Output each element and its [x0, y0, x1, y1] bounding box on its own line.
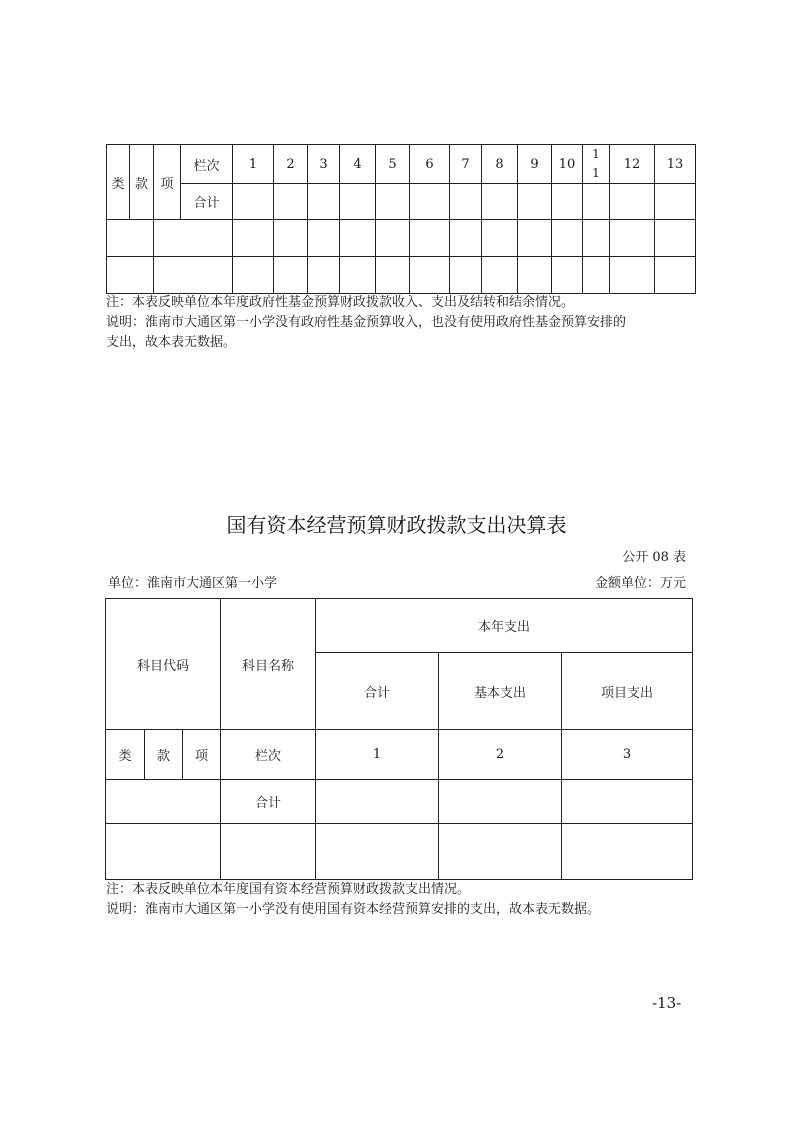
cell: [340, 220, 376, 257]
cell: [106, 824, 221, 880]
cell: [340, 257, 376, 294]
cell: [655, 184, 696, 220]
currency-unit-label: 金额单位：万元: [594, 576, 686, 591]
cell: [410, 220, 450, 257]
cell: [610, 184, 655, 220]
cell: [518, 184, 552, 220]
cell: [274, 257, 308, 294]
header-total: 合计: [316, 653, 439, 730]
table1-note: 注：本表反映单位本年度政府性基金预算财政拨款收入、支出及结转和结余情况。: [106, 295, 575, 310]
column-number: 1 1: [583, 145, 610, 184]
cell: [274, 220, 308, 257]
total-label: 合计: [221, 780, 316, 824]
cell: [233, 257, 274, 294]
header-basic-expenditure: 基本支出: [439, 653, 562, 730]
header-section: 款: [145, 730, 183, 780]
cell: [410, 257, 450, 294]
header-project-expenditure: 项目支出: [562, 653, 693, 730]
table-row: [106, 780, 693, 824]
header-current-year-expenditure: 本年支出: [316, 599, 693, 653]
cell: [410, 184, 450, 220]
cell: [655, 220, 696, 257]
cell: [610, 220, 655, 257]
column-number: 1: [316, 730, 439, 780]
state-capital-expenditure-table: [105, 598, 693, 880]
cell: [107, 257, 154, 294]
cell: [376, 220, 410, 257]
header-subject-code: 科目代码: [106, 599, 221, 730]
cell: [482, 184, 518, 220]
cell: [233, 220, 274, 257]
table1-explanation-cont: 支出，故本表无数据。: [106, 335, 237, 350]
cell: [450, 220, 482, 257]
header-category: 类: [107, 145, 130, 220]
cell: [221, 824, 316, 880]
cell: [583, 220, 610, 257]
header-column-label: 栏次: [221, 730, 316, 780]
cell: [552, 184, 583, 220]
cell: [376, 257, 410, 294]
table-row: [107, 220, 696, 257]
unit-label: 单位：淮南市大通区第一小学: [108, 576, 278, 591]
cell: [340, 184, 376, 220]
column-number: 13: [655, 145, 696, 184]
column-number: 7: [450, 145, 482, 184]
table2-explanation: 说明：淮南市大通区第一小学没有使用国有资本经营预算安排的支出，故本表无数据。: [106, 902, 601, 917]
cell: [450, 184, 482, 220]
cell: [450, 257, 482, 294]
cell: [308, 220, 340, 257]
cell: [552, 257, 583, 294]
column-number: 2: [439, 730, 562, 780]
table-row: [106, 824, 693, 880]
table1-explanation: 说明：淮南市大通区第一小学没有政府性基金预算收入，也没有使用政府性基金预算安排的: [106, 315, 627, 330]
total-label: 合计: [181, 184, 233, 220]
cell: [583, 257, 610, 294]
cell: [482, 257, 518, 294]
table2-note: 注：本表反映单位本年度国有资本经营预算财政拨款支出情况。: [106, 882, 471, 897]
cell: [106, 780, 221, 824]
cell: [583, 184, 610, 220]
cell: [154, 220, 233, 257]
header-item: 项: [183, 730, 221, 780]
cell: [308, 184, 340, 220]
government-fund-table: [106, 144, 696, 294]
cell: [154, 257, 233, 294]
cell: [274, 184, 308, 220]
column-number: 10: [552, 145, 583, 184]
cell: [562, 824, 693, 880]
column-number: 5: [376, 145, 410, 184]
cell: [439, 780, 562, 824]
column-number: 8: [482, 145, 518, 184]
cell: [562, 780, 693, 824]
cell: [552, 220, 583, 257]
page-title: 国有资本经营预算财政拨款支出决算表: [226, 513, 567, 537]
header-section: 款: [130, 145, 154, 220]
column-number: 9: [518, 145, 552, 184]
header-column-label: 栏次: [181, 145, 233, 184]
cell: [482, 220, 518, 257]
cell: [107, 220, 154, 257]
column-number: 6: [410, 145, 450, 184]
cell: [316, 780, 439, 824]
cell: [518, 257, 552, 294]
column-number: 2: [274, 145, 308, 184]
table-row: [107, 257, 696, 294]
page-number: -13-: [652, 994, 682, 1012]
column-number: 1: [233, 145, 274, 184]
form-code: 公开 08 表: [622, 550, 686, 565]
cell: [316, 824, 439, 880]
cell: [439, 824, 562, 880]
column-number: 3: [562, 730, 693, 780]
column-number: 12: [610, 145, 655, 184]
column-number: 4: [340, 145, 376, 184]
cell: [308, 257, 340, 294]
column-number: 3: [308, 145, 340, 184]
header-subject-name: 科目名称: [221, 599, 316, 730]
cell: [655, 257, 696, 294]
cell: [518, 220, 552, 257]
header-category: 类: [106, 730, 145, 780]
header-item: 项: [154, 145, 181, 220]
cell: [376, 184, 410, 220]
cell: [610, 257, 655, 294]
cell: [233, 184, 274, 220]
